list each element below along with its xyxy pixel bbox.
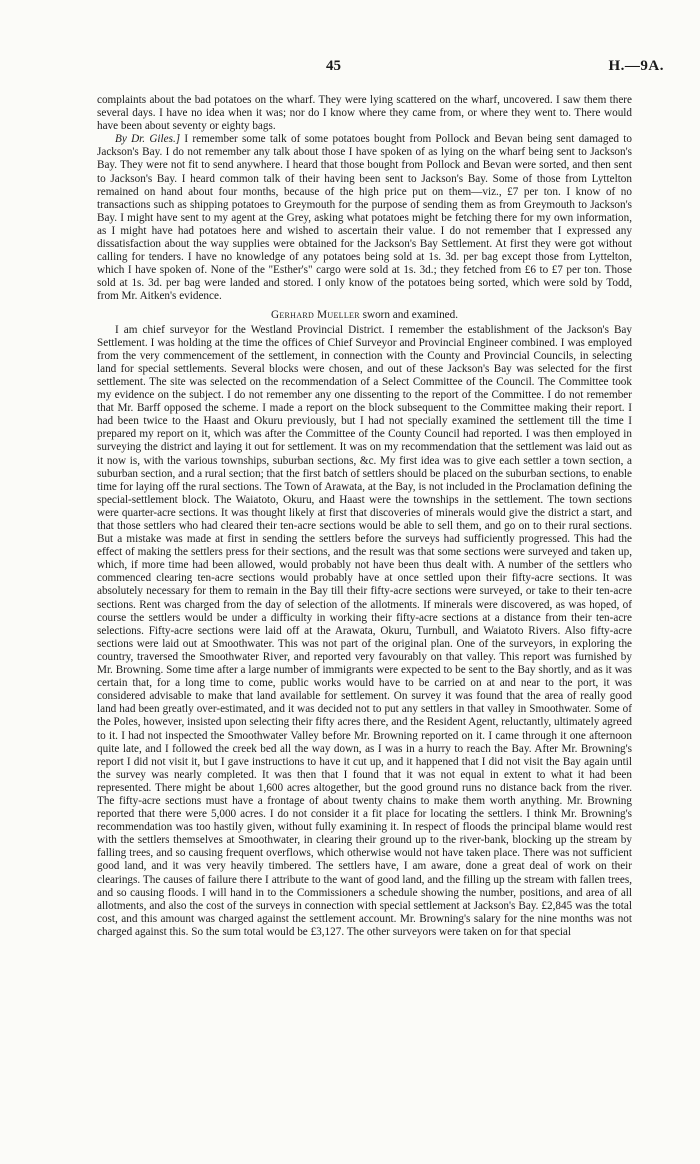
- paragraph-dr-giles: [97, 133, 632, 303]
- paragraph-text: I remember some talk of some potatoes bought from Pollock and Bevan being sent damaged to Jackson's Bay. I do not remember any talk about those I have spoken of as lying on the wharf being sent to Jackson's Bay. They were not fit to send anywhere. I heard that those bought from Pollock and Bevan were sorted, and then sent to Jackson's Bay. I heard common talk of their having been sent to Jackson's Bay. Some of those from Lyttelton remained on hand about four months, because of the high price put on them—viz., £7 per ton. I know of no transactions such as shipping potatoes to Greymouth for the purpose of sending them as from Greymouth to Jackson's Bay. I might have sent to my agent at the Grey, asking what potatoes might be fetching there for my own information, as I might have had potatoes here and wished to ascertain their value. I do not remember that I expressed any dissatisfaction about the way supplies were obtained for the Jackson's Bay Settlement. At first they were got without calling for tenders. I have no knowledge of any potatoes being sold at 1s. 3d. per bag except those from Lyttelton, which I have spoken of. None of the "Esther's" cargo were sold at 1s. 3d.; they fetched from £6 to £7 per ton. Those sold at 1s. 3d. per bag were landed and stored. I only know of the potatoes being sorted, which were sold by Todd, from Mr. Aitken's evidence.: [97, 133, 632, 303]
- paper-reference: H.—9A.: [608, 58, 664, 74]
- paragraph-testimony: I am chief surveyor for the Westland Provincial District. I remember the establishment of the Jackson's Bay Settlement. I was holding at the time the offices of Chief Surveyor and Provincial Engineer combined. I was employed from the very commencement of the settlement, in connection with the County and Provincial Councils, in selecting land for special settlements. Several blocks were chosen, and out of these Jackson's Bay was selected for the first settlement. The site was selected on the recommendation of a Select Committee of the Council. The Committee took my evidence on the subject. I do not remember any one dissenting to the report of the Committee. I do not remember that Mr. Barff opposed the scheme. I made a report on the block subsequent to the Committee making their report. I had been twice to the Haast and Okuru previously, but I had not specially examined the settlement till the time I prepared my report on it, which was after the Committee of the County Council had reported. I was then employed in surveying the district and laying it out for settlement. It was on my recommendation that the settlement was laid out as it now is, with the various townships, suburban sections, &c. My first idea was to give each settler a town section, a suburban section, and a rural section; that the first batch of settlers should be placed on the suburban sections, to enable time for laying off the rural sections. The Town of Arawata, at the Bay, is not included in the Proclamation defining the special-settlement block. The Waiatoto, Okuru, and Haast were the townships in the settlement. The town sections were quarter-acre sections. It was thought likely at first that discoveries of minerals would give the district a start, and that those settlers who had cleared their ten-acre sections would be able to sell them, and go on to their rural sections. But a mistake was made at first in sending the settlers before the surveys had sufficiently progressed. This had the effect of making the settlers press for their sections, and the result was that some sections were surveyed and taken up, which, if more time had been allowed, would probably not have been thus dealt with. A number of the settlers who commenced clearing ten-acre sections would probably have at once settled upon their fifty-acre sections. It was absolutely necessary for them to remain in the Bay till their fifty-acre sections were surveyed, or take to their ten-acre sections. Rent was charged from the day of selection of the allotments. If minerals were discovered, as was hoped, of course the settlers would be under a difficulty in working their fifty-acre sections at a distance from their ten-acre selections. Fifty-acre sections were laid off at the Arawata, Okuru, Turnbull, and Waiatoto Rivers. Also fifty-acre sections were laid out at Smoothwater. This was not part of the original plan. One of the surveyors, in exploring the country, traversed the Smoothwater River, and reported very favourably on that valley. This report was furnished by Mr. Browning. Some time after a large number of immigrants were expected to be sent to the Bay shortly, and as it was certain that, for a long time to come, public works would have to be carried on at and near to the port, it was considered advisable to make that land available for settlement. On survey it was found that the area of really good land had been greatly over-estimated, and it was decided not to put any settlers in that valley in Smoothwater. Some of the Poles, however, insisted upon selecting their fifty acres there, and the Resident Agent, reluctantly, ultimately agreed to it. I had not inspected the Smoothwater Valley before Mr. Browning reported on it. I came through it one afternoon quite late, and I followed the creek bed all the way down, as I was in a hurry to reach the Bay. After Mr. Browning's report I did not visit it, but I gave instructions to have it cut up, and it happened that I did not visit the Bay again until the survey was nearly completed. It was then that I found that it was not equal in extent to what it had been represented. There might be about 1,600 acres altogether, but the good ground runs no distance back from the river. The fifty-acre sections must have a frontage of about twenty chains to make them worth anything. Mr. Browning reported that there were 5,000 acres. I do not consider it a fit place for locating the settlers. I think Mr. Browning's recommendation was too hastily given, without fully examining it. In respect of floods the principal blame would rest with the settlers themselves at Smoothwater, in clearing their ground up to the river-bank, blocking up the stream by falling trees, and so causing frequent overflows, which otherwise would not have taken place. There was not sufficient good land, and it was very heavily timbered. The settlers have, I am aware, done a great deal of work on their clearings. The causes of failure there I attribute to the want of good land, and the filling up the stream with fallen trees, and so causing floods. I will hand in to the Commissioners a schedule showing the number, positions, and area of all allotments, and also the cost of the surveys in connection with special settlement at Jackson's Bay. £2,845 was the total cost, and this amount was charged against the settlement account. Mr. Browning's salary for the nine months was not charged against this. So the sum total would be £3,127. The other surveyors were taken on for that special: [97, 323, 632, 938]
- body-text: [97, 94, 632, 939]
- witness-heading: [97, 309, 632, 322]
- paragraph-continuation: complaints about the bad potatoes on the wharf. They were lying scattered on the wharf, uncovered. I saw them there several days. I have no idea when it was; nor do I know where they came from, or where they went to. There would have been about seventy or eighty bags.: [97, 94, 632, 133]
- page-number: 45: [326, 58, 341, 74]
- witness-name: Gerhard Mueller: [270, 308, 360, 321]
- witness-heading-suffix: sworn and examined.: [359, 308, 459, 321]
- questioner-label: By Dr. Giles.]: [115, 133, 181, 146]
- page-header: [0, 58, 700, 78]
